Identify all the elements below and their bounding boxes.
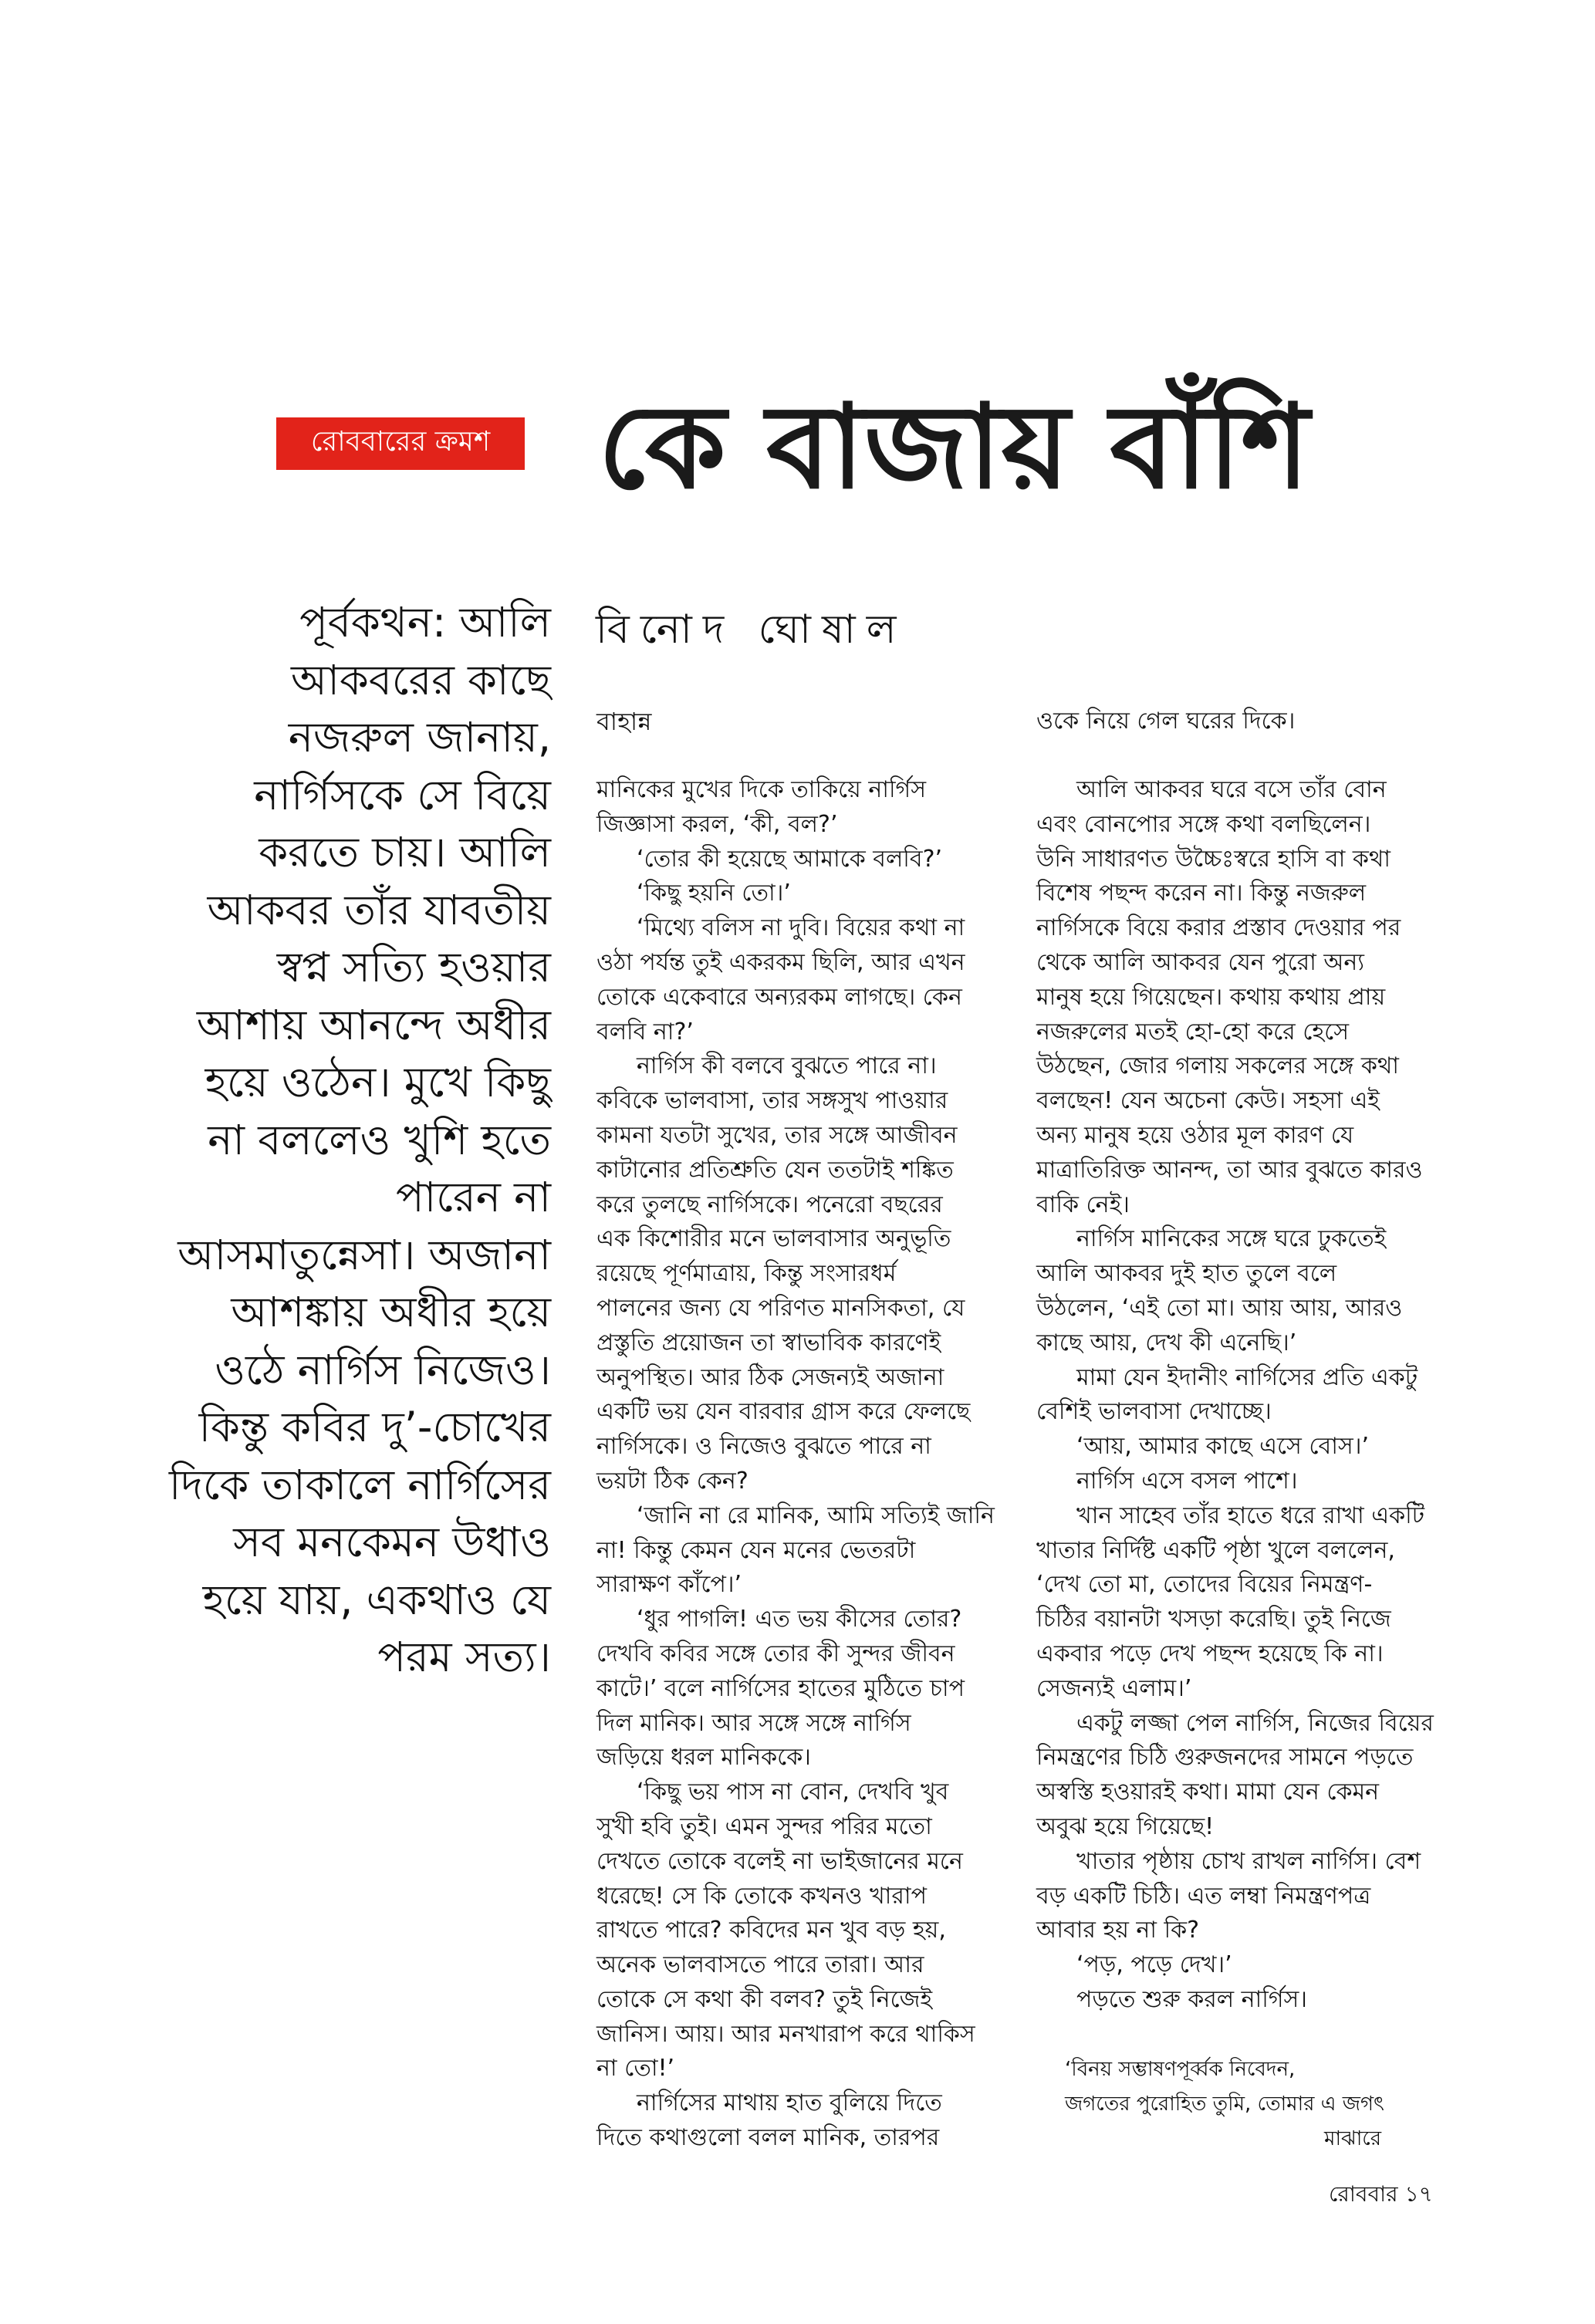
text-line: না তো!’ bbox=[596, 2055, 675, 2082]
text-line: চিঠির বয়ানটা খসড়া করেছি। তুই নিজে bbox=[1036, 1606, 1391, 1633]
text-line: আলি আকবর ঘরে বসে তাঁর বোন bbox=[1076, 776, 1387, 803]
text-line: উঠছেন, জোর গলায় সকলের সঙ্গে কথা bbox=[1036, 1052, 1399, 1080]
text-line: ভয়টা ঠিক কেন? bbox=[596, 1467, 749, 1495]
chapter-heading: বাহান্ন bbox=[596, 707, 652, 736]
paragraph bbox=[1036, 1361, 1453, 1431]
text-line: এবং বোনপোর সঙ্গে কথা বলছিলেন। bbox=[1036, 810, 1371, 838]
paragraph bbox=[1036, 1464, 1453, 1499]
text-line: নার্গিস কী বলবে বুঝতে পারে না। bbox=[637, 1052, 937, 1080]
sidebar-line: আশঙ্কায় অধীর হয়ে bbox=[231, 1288, 551, 1336]
text-line: প্রস্তুতি প্রয়োজন তা স্বাভাবিক কারণেই bbox=[596, 1329, 941, 1356]
text-line: একবার পড়ে দেখ পছন্দ হয়েছে কি না। bbox=[1036, 1640, 1384, 1667]
text-line: দিল মানিক। আর সঙ্গে সঙ্গে নার্গিস bbox=[596, 1709, 911, 1737]
text-line: কাটানোর প্রতিশ্রুতি যেন ততটাই শঙ্কিত bbox=[596, 1156, 954, 1184]
paragraph bbox=[596, 877, 1013, 911]
paragraph bbox=[1036, 1499, 1453, 1707]
sidebar-line: হয়ে যায়, একথাও যে bbox=[202, 1575, 551, 1624]
text-line: তোকে সে কথা কী বলব? তুই নিজেই bbox=[596, 1985, 933, 2013]
text-line: ‘পড়, পড়ে দেখ।’ bbox=[1076, 1951, 1232, 1979]
text-line: জিজ্ঞাসা করল, ‘কী, বল?’ bbox=[596, 810, 838, 838]
paragraph bbox=[596, 1603, 1013, 1775]
text-line: ‘দেখ তো মা, তোদের বিয়ের নিমন্ত্রণ- bbox=[1036, 1571, 1373, 1599]
text-line: বিশেষ পছন্দ করেন না। কিন্তু নজরুল bbox=[1036, 880, 1367, 907]
paragraph bbox=[596, 843, 1013, 877]
sidebar-line: সব মনকেমন উধাও bbox=[233, 1518, 551, 1566]
text-line: ‘তোর কী হয়েছে আমাকে বলবি?’ bbox=[637, 845, 943, 873]
paragraph bbox=[596, 1775, 1013, 2086]
text-line: ধরেছে! সে কি তোকে কখনও খারাপ bbox=[596, 1882, 927, 1910]
text-line: ‘কিছু ভয় পাস না বোন, দেখবি খুব bbox=[637, 1778, 949, 1806]
sidebar-line: পরম সত্য। bbox=[377, 1633, 551, 1681]
text-line: খাতার নির্দিষ্ট একটি পৃষ্ঠা খুলে বললেন, bbox=[1036, 1536, 1395, 1564]
text-line: বলছেন! যেন অচেনা কেউ। সহসা এই bbox=[1036, 1087, 1380, 1115]
body-column-right bbox=[1036, 773, 1453, 2018]
sidebar-line: কিন্তু কবির দু’-চোখের bbox=[198, 1403, 551, 1451]
recap-sidebar bbox=[77, 594, 551, 1687]
quote-line: মাঝারে bbox=[1324, 2127, 1381, 2150]
paragraph bbox=[596, 1499, 1013, 1603]
text-line: সারাক্ষণ কাঁপে।’ bbox=[596, 1571, 742, 1599]
text-line: মানুষ হয়ে গিয়েছেন। কথায় কথায় প্রায় bbox=[1036, 983, 1386, 1011]
text-line: একটি ভয় যেন বারবার গ্রাস করে ফেলছে bbox=[596, 1398, 971, 1426]
text-line: অন্য মানুষ হয়ে ওঠার মূল কারণ যে bbox=[1036, 1121, 1354, 1149]
paragraph bbox=[596, 911, 1013, 1049]
text-line: রাখতে পারে? কবিদের মন খুব বড় হয়, bbox=[596, 1917, 946, 1944]
text-line: নিমন্ত্রণের চিঠি গুরুজনদের সামনে পড়তে bbox=[1036, 1744, 1414, 1772]
sidebar-line: নার্গিসকে সে বিয়ে bbox=[254, 770, 551, 819]
sidebar-line: হয়ে ওঠেন। মুখে কিছু bbox=[204, 1058, 551, 1106]
paragraph bbox=[1036, 1222, 1453, 1360]
sidebar-line: পূর্বকথন: আলি bbox=[299, 598, 551, 647]
body-column-left bbox=[596, 773, 1013, 2156]
text-line: নার্গিস মানিকের সঙ্গে ঘরে ঢুকতেই bbox=[1076, 1225, 1387, 1253]
text-line: এক কিশোরীর মনে ভালবাসার অনুভূতি bbox=[596, 1225, 951, 1253]
text-line: নার্গিস এসে বসল পাশে। bbox=[1076, 1467, 1298, 1495]
text-line: ‘জানি না রে মানিক, আমি সত্যিই জানি bbox=[637, 1501, 995, 1529]
text-line: নার্গিসের মাথায় হাত বুলিয়ে দিতে bbox=[637, 2089, 942, 2117]
text-line: কাছে আয়, দেখ কী এনেছি।’ bbox=[1036, 1329, 1297, 1356]
text-line: উঠলেন, ‘এই তো মা। আয় আয়, আরও bbox=[1036, 1294, 1403, 1322]
paragraph bbox=[1036, 1948, 1453, 1983]
sidebar-line: আকবরের কাছে bbox=[291, 655, 551, 704]
paragraph bbox=[596, 773, 1013, 843]
text-line: সুখী হবি তুই। এমন সুন্দর পরির মতো bbox=[596, 1812, 932, 1840]
paragraph bbox=[1036, 1430, 1453, 1464]
text-line: কবিকে ভালবাসা, তার সঙ্গসুখ পাওয়ার bbox=[596, 1087, 948, 1115]
text-line: কাটে।’ বলে নার্গিসের হাতের মুঠিতে চাপ bbox=[596, 1674, 965, 1702]
text-line: খাতার পৃষ্ঠায় চোখ রাখল নার্গিস। বেশ bbox=[1076, 1847, 1421, 1875]
text-line: দেখবি কবির সঙ্গে তোর কী সুন্দর জীবন bbox=[596, 1640, 955, 1667]
text-line: আলি আকবর দুই হাত তুলে বলে bbox=[1036, 1260, 1337, 1288]
text-line: অস্বস্তি হওয়ারই কথা। মামা যেন কেমন bbox=[1036, 1778, 1380, 1806]
invitation-letter-quote bbox=[1065, 2052, 1384, 2157]
sidebar-line: না বললেও খুশি হতে bbox=[208, 1115, 551, 1164]
page-footer: রোববার ১৭ bbox=[1329, 2181, 1433, 2207]
sidebar-line: ওঠে নার্গিস নিজেও। bbox=[215, 1345, 551, 1394]
text-line: করে তুলছে নার্গিসকে। পনেরো বছরের bbox=[596, 1191, 943, 1218]
paragraph bbox=[596, 1049, 1013, 1498]
text-line: উনি সাধারণত উচ্চৈঃস্বরে হাসি বা কথা bbox=[1036, 845, 1391, 873]
paragraph bbox=[596, 2086, 1013, 2156]
text-line: একটু লজ্জা পেল নার্গিস, নিজের বিয়ের bbox=[1076, 1709, 1434, 1737]
sidebar-line: নজরুল জানায়, bbox=[288, 713, 551, 762]
paragraph bbox=[1036, 1845, 1453, 1948]
text-line: তোকে একেবারে অন্যরকম লাগছে। কেন bbox=[596, 983, 962, 1011]
sidebar-line: আশায় আনন্দে অধীর bbox=[196, 1000, 551, 1049]
text-line: ‘কিছু হয়নি তো।’ bbox=[637, 880, 791, 907]
text-line: ‘আয়, আমার কাছে এসে বোস।’ bbox=[1076, 1433, 1370, 1461]
paragraph bbox=[1036, 1707, 1453, 1845]
text-line: মাত্রাতিরিক্ত আনন্দ, তা আর বুঝতে কারও bbox=[1036, 1156, 1423, 1184]
text-line: বাকি নেই। bbox=[1036, 1191, 1130, 1218]
text-line: রয়েছে পূর্ণমাত্রায়, কিন্তু সংসারধর্ম bbox=[596, 1260, 897, 1288]
text-line: আবার হয় না কি? bbox=[1036, 1917, 1200, 1944]
text-line: দেখতে তোকে বলেই না ভাইজানের মনে bbox=[596, 1847, 963, 1875]
text-line: নজরুলের মতই হো-হো করে হেসে bbox=[1036, 1018, 1350, 1045]
text-line: খান সাহেব তাঁর হাতে ধরে রাখা একটি bbox=[1076, 1501, 1425, 1529]
text-line: মামা যেন ইদানীং নার্গিসের প্রতি একটু bbox=[1076, 1363, 1418, 1391]
text-line: অনেক ভালবাসতে পারে তারা। আর bbox=[596, 1951, 924, 1979]
sidebar-line: আসমাতুন্নেসা। অজানা bbox=[177, 1230, 551, 1279]
text-line: সেজন্যই এলাম।’ bbox=[1036, 1674, 1192, 1702]
sidebar-line: করতে চায়। আলি bbox=[259, 828, 551, 877]
sidebar-line: দিকে তাকালে নার্গিসের bbox=[169, 1460, 551, 1509]
text-line: কামনা যতটা সুখের, তার সঙ্গে আজীবন bbox=[596, 1121, 958, 1149]
text-line: অবুঝ হয়ে গিয়েছে! bbox=[1036, 1812, 1215, 1840]
sidebar-line: পারেন না bbox=[395, 1173, 551, 1221]
text-line: দিতে কথাগুলো বলল মানিক, তারপর bbox=[596, 2124, 940, 2152]
section-badge: রোববারের ক্রমশ bbox=[276, 417, 525, 470]
quote-line: জগতের পুরোহিত তুমি, তোমার এ জগৎ bbox=[1065, 2093, 1384, 2116]
text-line: পড়তে শুরু করল নার্গিস। bbox=[1076, 1985, 1308, 2013]
column-continuation-line: ওকে নিয়ে গেল ঘরের দিকে। bbox=[1036, 708, 1296, 735]
text-line: মানিকের মুখের দিকে তাকিয়ে নার্গিস bbox=[596, 776, 927, 803]
text-line: বলবি না?’ bbox=[596, 1018, 694, 1045]
author-name: বিনোদ ঘোষাল bbox=[596, 606, 907, 653]
paragraph bbox=[1036, 1983, 1453, 2018]
paragraph bbox=[1036, 773, 1453, 1222]
text-line: ‘মিথ্যে বলিস না দুবি। বিয়ের কথা না bbox=[637, 914, 965, 942]
text-line: বড় একটি চিঠি। এত লম্বা নিমন্ত্রণপত্র bbox=[1036, 1882, 1371, 1910]
text-line: পালনের জন্য যে পরিণত মানসিকতা, যে bbox=[596, 1294, 965, 1322]
text-line: নার্গিসকে। ও নিজেও বুঝতে পারে না bbox=[596, 1433, 931, 1461]
text-line: নার্গিসকে বিয়ে করার প্রস্তাব দেওয়ার পর bbox=[1036, 914, 1401, 942]
text-line: না! কিন্তু কেমন যেন মনের ভেতরটা bbox=[596, 1536, 916, 1564]
sidebar-line: স্বপ্ন সত্যি হওয়ার bbox=[276, 943, 551, 991]
text-line: ‘ধুর পাগলি! এত ভয় কীসের তোর? bbox=[637, 1606, 962, 1633]
text-line: জড়িয়ে ধরল মানিককে। bbox=[596, 1744, 811, 1772]
text-line: থেকে আলি আকবর যেন পুরো অন্য bbox=[1036, 948, 1365, 976]
article-title: কে বাজায় বাঁশি bbox=[598, 380, 1309, 515]
text-line: ওঠা পর্যন্ত তুই একরকম ছিলি, আর এখন bbox=[596, 948, 965, 976]
text-line: অনুপস্থিত। আর ঠিক সেজন্যই অজানা bbox=[596, 1363, 944, 1391]
sidebar-line: আকবর তাঁর যাবতীয় bbox=[207, 885, 551, 934]
quote-line: ‘বিনয় সম্ভাষণপূর্ব্বক নিবেদন, bbox=[1065, 2058, 1296, 2081]
text-line: জানিস। আয়। আর মনখারাপ করে থাকিস bbox=[596, 2020, 975, 2048]
text-line: বেশিই ভালবাসা দেখাচ্ছে। bbox=[1036, 1398, 1272, 1426]
